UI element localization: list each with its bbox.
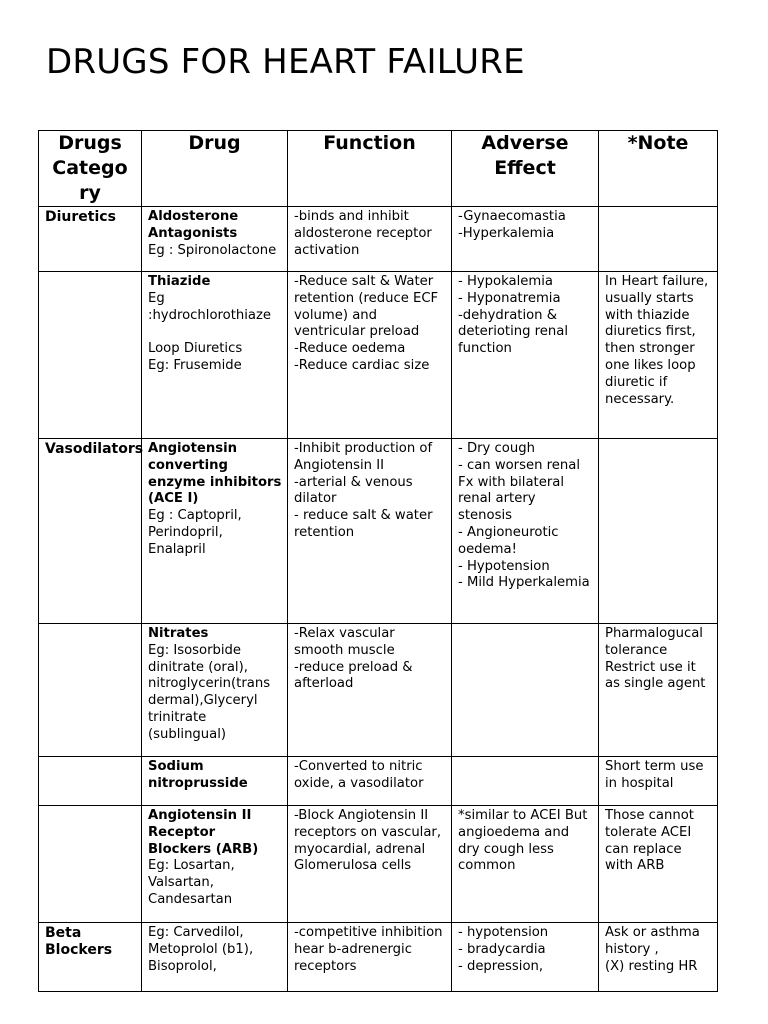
table-row bbox=[39, 624, 718, 757]
table-row bbox=[39, 923, 718, 992]
function-cell: -Block Angiotensin II receptors on vascular, myocardial, adrenal Glomerulosa cells bbox=[288, 806, 452, 923]
note-cell: Pharmalogucal tolerance Restrict use it as single agent bbox=[599, 624, 718, 757]
table-row bbox=[39, 272, 718, 439]
function-cell: -binds and inhibit aldosterone receptor activation bbox=[288, 207, 452, 272]
adverse-cell: *similar to ACEI But angioedema and dry cough less common bbox=[452, 806, 599, 923]
table-row bbox=[39, 439, 718, 624]
drug-name: Sodium nitroprusside bbox=[148, 759, 248, 791]
note-cell bbox=[599, 207, 718, 272]
drug-cell: Eg: Carvedilol, Metoprolol (b1), Bisoprolol, bbox=[142, 923, 288, 992]
drug-cell bbox=[142, 207, 288, 272]
header-drug: Drug bbox=[142, 131, 288, 207]
drug-name: Aldosterone Antagonists bbox=[148, 209, 239, 241]
table-row bbox=[39, 806, 718, 923]
drug-name: Angiotensin converting enzyme inhibitors (ACE I) bbox=[148, 441, 282, 507]
adverse-cell bbox=[452, 624, 599, 757]
header-category: Drugs Catego ry bbox=[39, 131, 142, 207]
header-adverse-effect: Adverse Effect bbox=[452, 131, 599, 207]
table-row bbox=[39, 757, 718, 806]
adverse-cell: - Dry cough - can worsen renal Fx with bilateral renal artery stenosis - Angioneurotic oedema! - Hypotension - Mild Hyperkalemia bbox=[452, 439, 599, 624]
adverse-cell: -Gynaecomastia -Hyperkalemia bbox=[452, 207, 599, 272]
category-cell bbox=[39, 624, 142, 757]
table-header-row bbox=[39, 131, 718, 207]
note-cell: Ask or asthma history , (X) resting HR bbox=[599, 923, 718, 992]
function-cell: -Reduce salt & Water retention (reduce ECF volume) and ventricular preload -Reduce oedema -Reduce cardiac size bbox=[288, 272, 452, 439]
note-cell: Short term use in hospital bbox=[599, 757, 718, 806]
function-cell: -competitive inhibition hear b-adrenergic receptors bbox=[288, 923, 452, 992]
function-cell: -Relax vascular smooth muscle -reduce preload & afterload bbox=[288, 624, 452, 757]
drug-name: Thiazide bbox=[148, 274, 211, 289]
drug-name: Nitrates bbox=[148, 626, 209, 641]
table-row bbox=[39, 207, 718, 272]
adverse-cell: - Hypokalemia - Hyponatremia -dehydration & deterioting renal function bbox=[452, 272, 599, 439]
category-cell: Vasodilators bbox=[39, 439, 142, 624]
adverse-cell bbox=[452, 757, 599, 806]
category-cell: Diuretics bbox=[39, 207, 142, 272]
note-cell: Those cannot tolerate ACEI can replace with ARB bbox=[599, 806, 718, 923]
drug-table bbox=[38, 130, 718, 992]
drug-name: Angiotensin II Receptor Blockers (ARB) bbox=[148, 808, 259, 857]
note-cell: In Heart failure, usually starts with thiazide diuretics first, then stronger one likes loop diuretic if necessary. bbox=[599, 272, 718, 439]
drug-cell bbox=[142, 757, 288, 806]
category-cell: Beta Blockers bbox=[39, 923, 142, 992]
adverse-cell: - hypotension - bradycardia - depression, bbox=[452, 923, 599, 992]
header-note: *Note bbox=[599, 131, 718, 207]
function-cell: -Inhibit production of Angiotensin II -arterial & venous dilator - reduce salt & water retention bbox=[288, 439, 452, 624]
header-function: Function bbox=[288, 131, 452, 207]
category-cell bbox=[39, 806, 142, 923]
category-cell bbox=[39, 272, 142, 439]
drug-cell: Nitrates Eg: Isosorbide dinitrate (oral), nitroglycerin(trans dermal),Glyceryl trinitrate (sublingual) bbox=[142, 624, 288, 757]
drug-cell: Angiotensin II Receptor Blockers (ARB) Eg: Losartan, Valsartan, Candesartan bbox=[142, 806, 288, 923]
category-cell bbox=[39, 757, 142, 806]
drug-cell: Angiotensin converting enzyme inhibitors (ACE I) Eg : Captopril, Perindopril, Enalapril bbox=[142, 439, 288, 624]
page-title: DRUGS FOR HEART FAILURE bbox=[46, 42, 525, 82]
note-cell bbox=[599, 439, 718, 624]
function-cell: -Converted to nitric oxide, a vasodilator bbox=[288, 757, 452, 806]
drug-example: Eg : Spironolactone bbox=[148, 242, 277, 258]
drug-cell: Thiazide Eg :hydrochlorothiaze Loop Diuretics Eg: Frusemide bbox=[142, 272, 288, 439]
